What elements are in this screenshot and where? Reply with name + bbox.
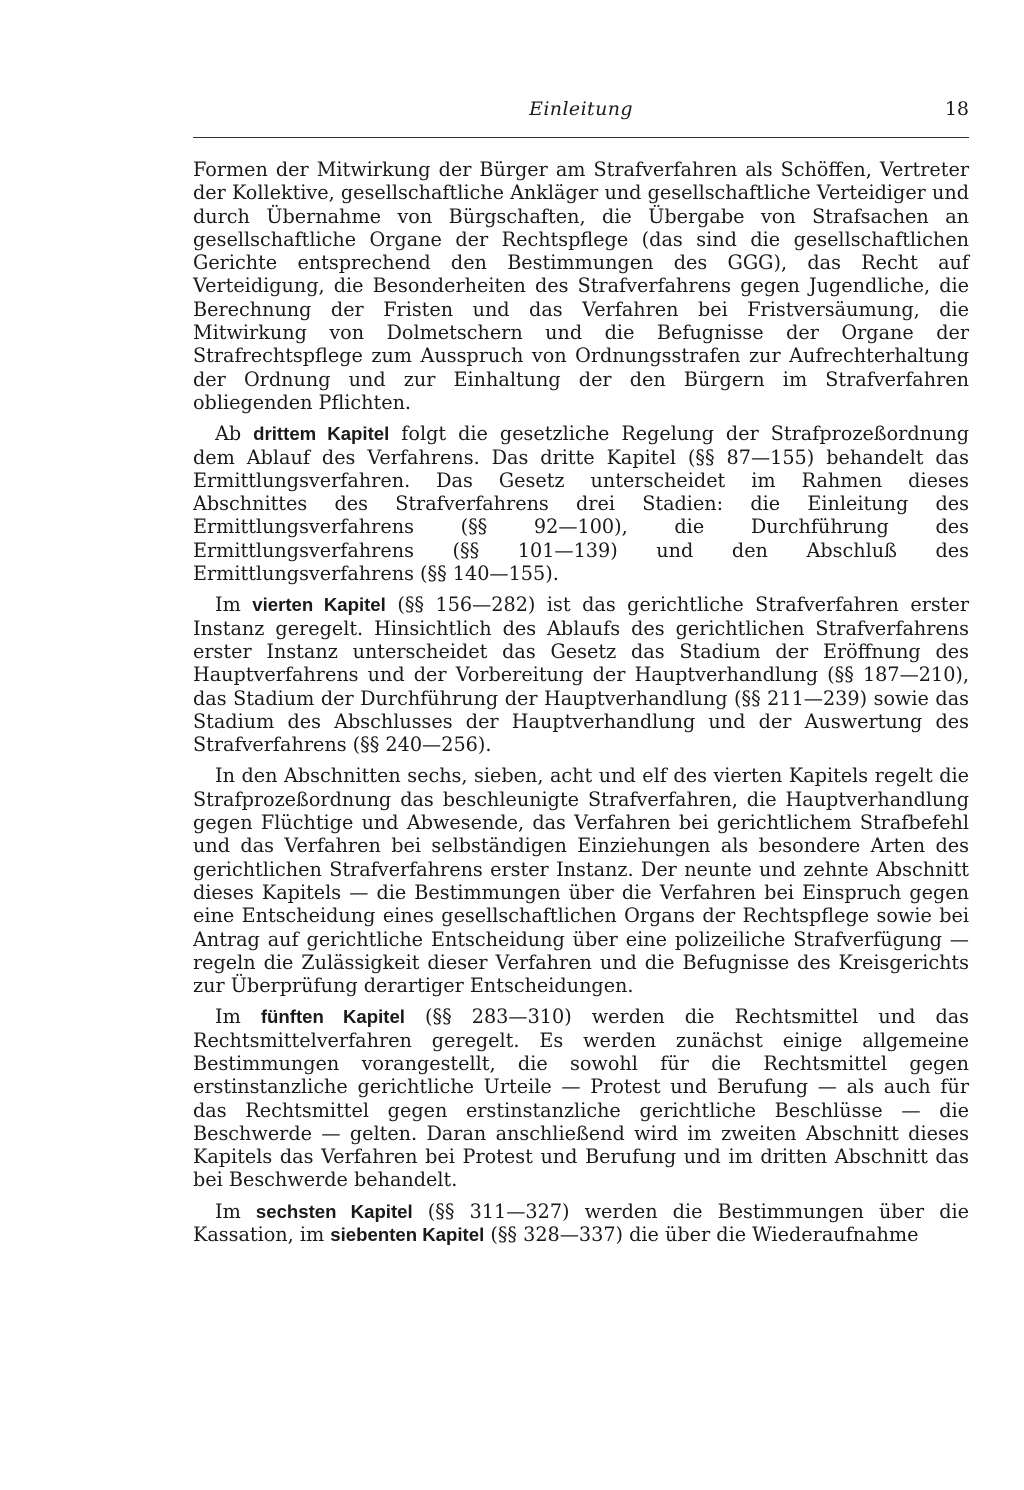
- paragraph-3-text-2: (§§ 156—282) ist das gerichtliche Strafverfahren erster Instanz geregelt. Hinsichtlich des Ablaufs des gerichtlichen Strafverfahrens erster Instanz unterscheidet das Gesetz das Stadium der Eröffnung des Hauptverfahrens und der Vorbereitung der Hauptverhandlung (§§ 187—210), das Stadium der Durchführung der Hauptverhandlung (§§ 211—239) sowie das Stadium des Abschlusses der Hauptverhandlung und der Auswertung des Strafverfahrens (§§ 240—256).: [193, 593, 970, 757]
- paragraph-6-emphasis-2: siebenten Kapitel: [330, 1224, 485, 1246]
- running-header: [193, 98, 969, 126]
- paragraph-1: [193, 158, 969, 414]
- paragraph-6-text-3: (§§ 328—337) die über die Wiederaufnahme: [484, 1223, 919, 1247]
- paragraph-5-emphasis: fünften Kapitel: [260, 1006, 405, 1028]
- paragraph-2-emphasis: drittem Kapitel: [253, 423, 390, 445]
- body-text: [193, 158, 969, 1254]
- paragraph-6-text-2: (§§ 311—327) werden die Bestimmungen über die Kassation, im: [193, 1199, 969, 1247]
- page-number: 18: [944, 98, 969, 120]
- paragraph-1-text: Formen der Mitwirkung der Bürger am Strafverfahren als Schöffen, Vertreter der Kollektive, gesellschaftliche Ankläger und gesellschaftliche Verteidiger und durch Übernahme von Bürgschaften, die Übergabe von Strafsachen an gesellschaftliche Organe der Rechtspflege (das sind die gesellschaftlichen Gerichte entsprechend den Bestimmungen des GGG), das Recht auf Verteidigung, die Besonderheiten des Strafverfahrens gegen Jugendliche, die Berechnung der Fristen und das Verfahren bei Fristversäumung, die Mitwirkung von Dolmetschern und die Befugnisse der Organe der Strafrechtspflege zum Ausspruch von Ordnungsstrafen zur Aufrechterhaltung der Ordnung und zur Einhaltung der den Bürgern im Strafverfahren obliegenden Pflichten.: [193, 158, 969, 414]
- paragraph-5-text-2: (§§ 283—310) werden die Rechtsmittel und das Rechtsmittelverfahren geregelt. Es werden zunächst einige allgemeine Bestimmungen vorangestellt, die sowohl für die Rechtsmittel gegen erstinstanzliche gerichtliche Urteile — Protest und Berufung — als auch für das Rechtsmittel gegen erstinstanzliche gerichtliche Beschlüsse — die Beschwerde — gelten. Daran anschließend wird im zweiten Abschnitt dieses Kapitels das Verfahren bei Protest und Berufung und im dritten Abschnitt das bei Beschwerde behandelt.: [193, 1005, 970, 1192]
- header-rule: [193, 137, 969, 138]
- paragraph-3-emphasis: vierten Kapitel: [252, 594, 386, 616]
- paragraph-3: [193, 593, 969, 756]
- paragraph-5: [193, 1005, 969, 1191]
- paragraph-6: [193, 1200, 969, 1247]
- paragraph-4-text: In den Abschnitten sechs, sieben, acht und elf des vierten Kapitels regelt die Strafprozeßordnung das beschleunigte Strafverfahren, die Hauptverhandlung gegen Flüchtige und Abwesende, das Verfahren bei gerichtlichem Strafbefehl und das Verfahren bei selbständigen Einziehungen als besondere Arten des gerichtlichen Strafverfahrens erster Instanz. Der neunte und zehnte Abschnitt dieses Kapitels — die Bestimmungen über die Verfahren bei Einspruch gegen eine Entscheidung eines gesellschaftlichen Organs der Rechtspflege sowie bei Antrag auf gerichtliche Entscheidung über eine polizeiliche Strafverfügung — regeln die Zulässigkeit dieser Verfahren und die Befugnisse des Kreisgerichts zur Überprüfung derartiger Entscheidungen.: [193, 764, 969, 998]
- paragraph-3-text-1: Im: [215, 593, 253, 617]
- running-header-title: Einleitung: [529, 98, 633, 120]
- paragraph-2-text-1: Ab: [215, 422, 254, 446]
- paragraph-2: [193, 422, 969, 585]
- paragraph-6-emphasis-1: sechsten Kapitel: [255, 1200, 413, 1222]
- paragraph-2-text-2: folgt die gesetzliche Regelung der Strafprozeßordnung dem Ablauf des Verfahrens. Das dritte Kapitel (§§ 87—155) behandelt das Ermittlungsverfahren. Das Gesetz unterscheidet im Rahmen dieses Abschnittes des Strafverfahrens drei Stadien: die Einleitung des Ermittlungsverfahrens (§§ 92—100), die Durchführung des Ermittlungsverfahrens (§§ 101—139) und den Abschluß des Ermittlungsverfahrens (§§ 140—155).: [193, 422, 969, 586]
- paragraph-6-text-1: Im: [215, 1199, 256, 1223]
- paragraph-4: [193, 764, 969, 997]
- paragraph-5-text-1: Im: [215, 1005, 261, 1029]
